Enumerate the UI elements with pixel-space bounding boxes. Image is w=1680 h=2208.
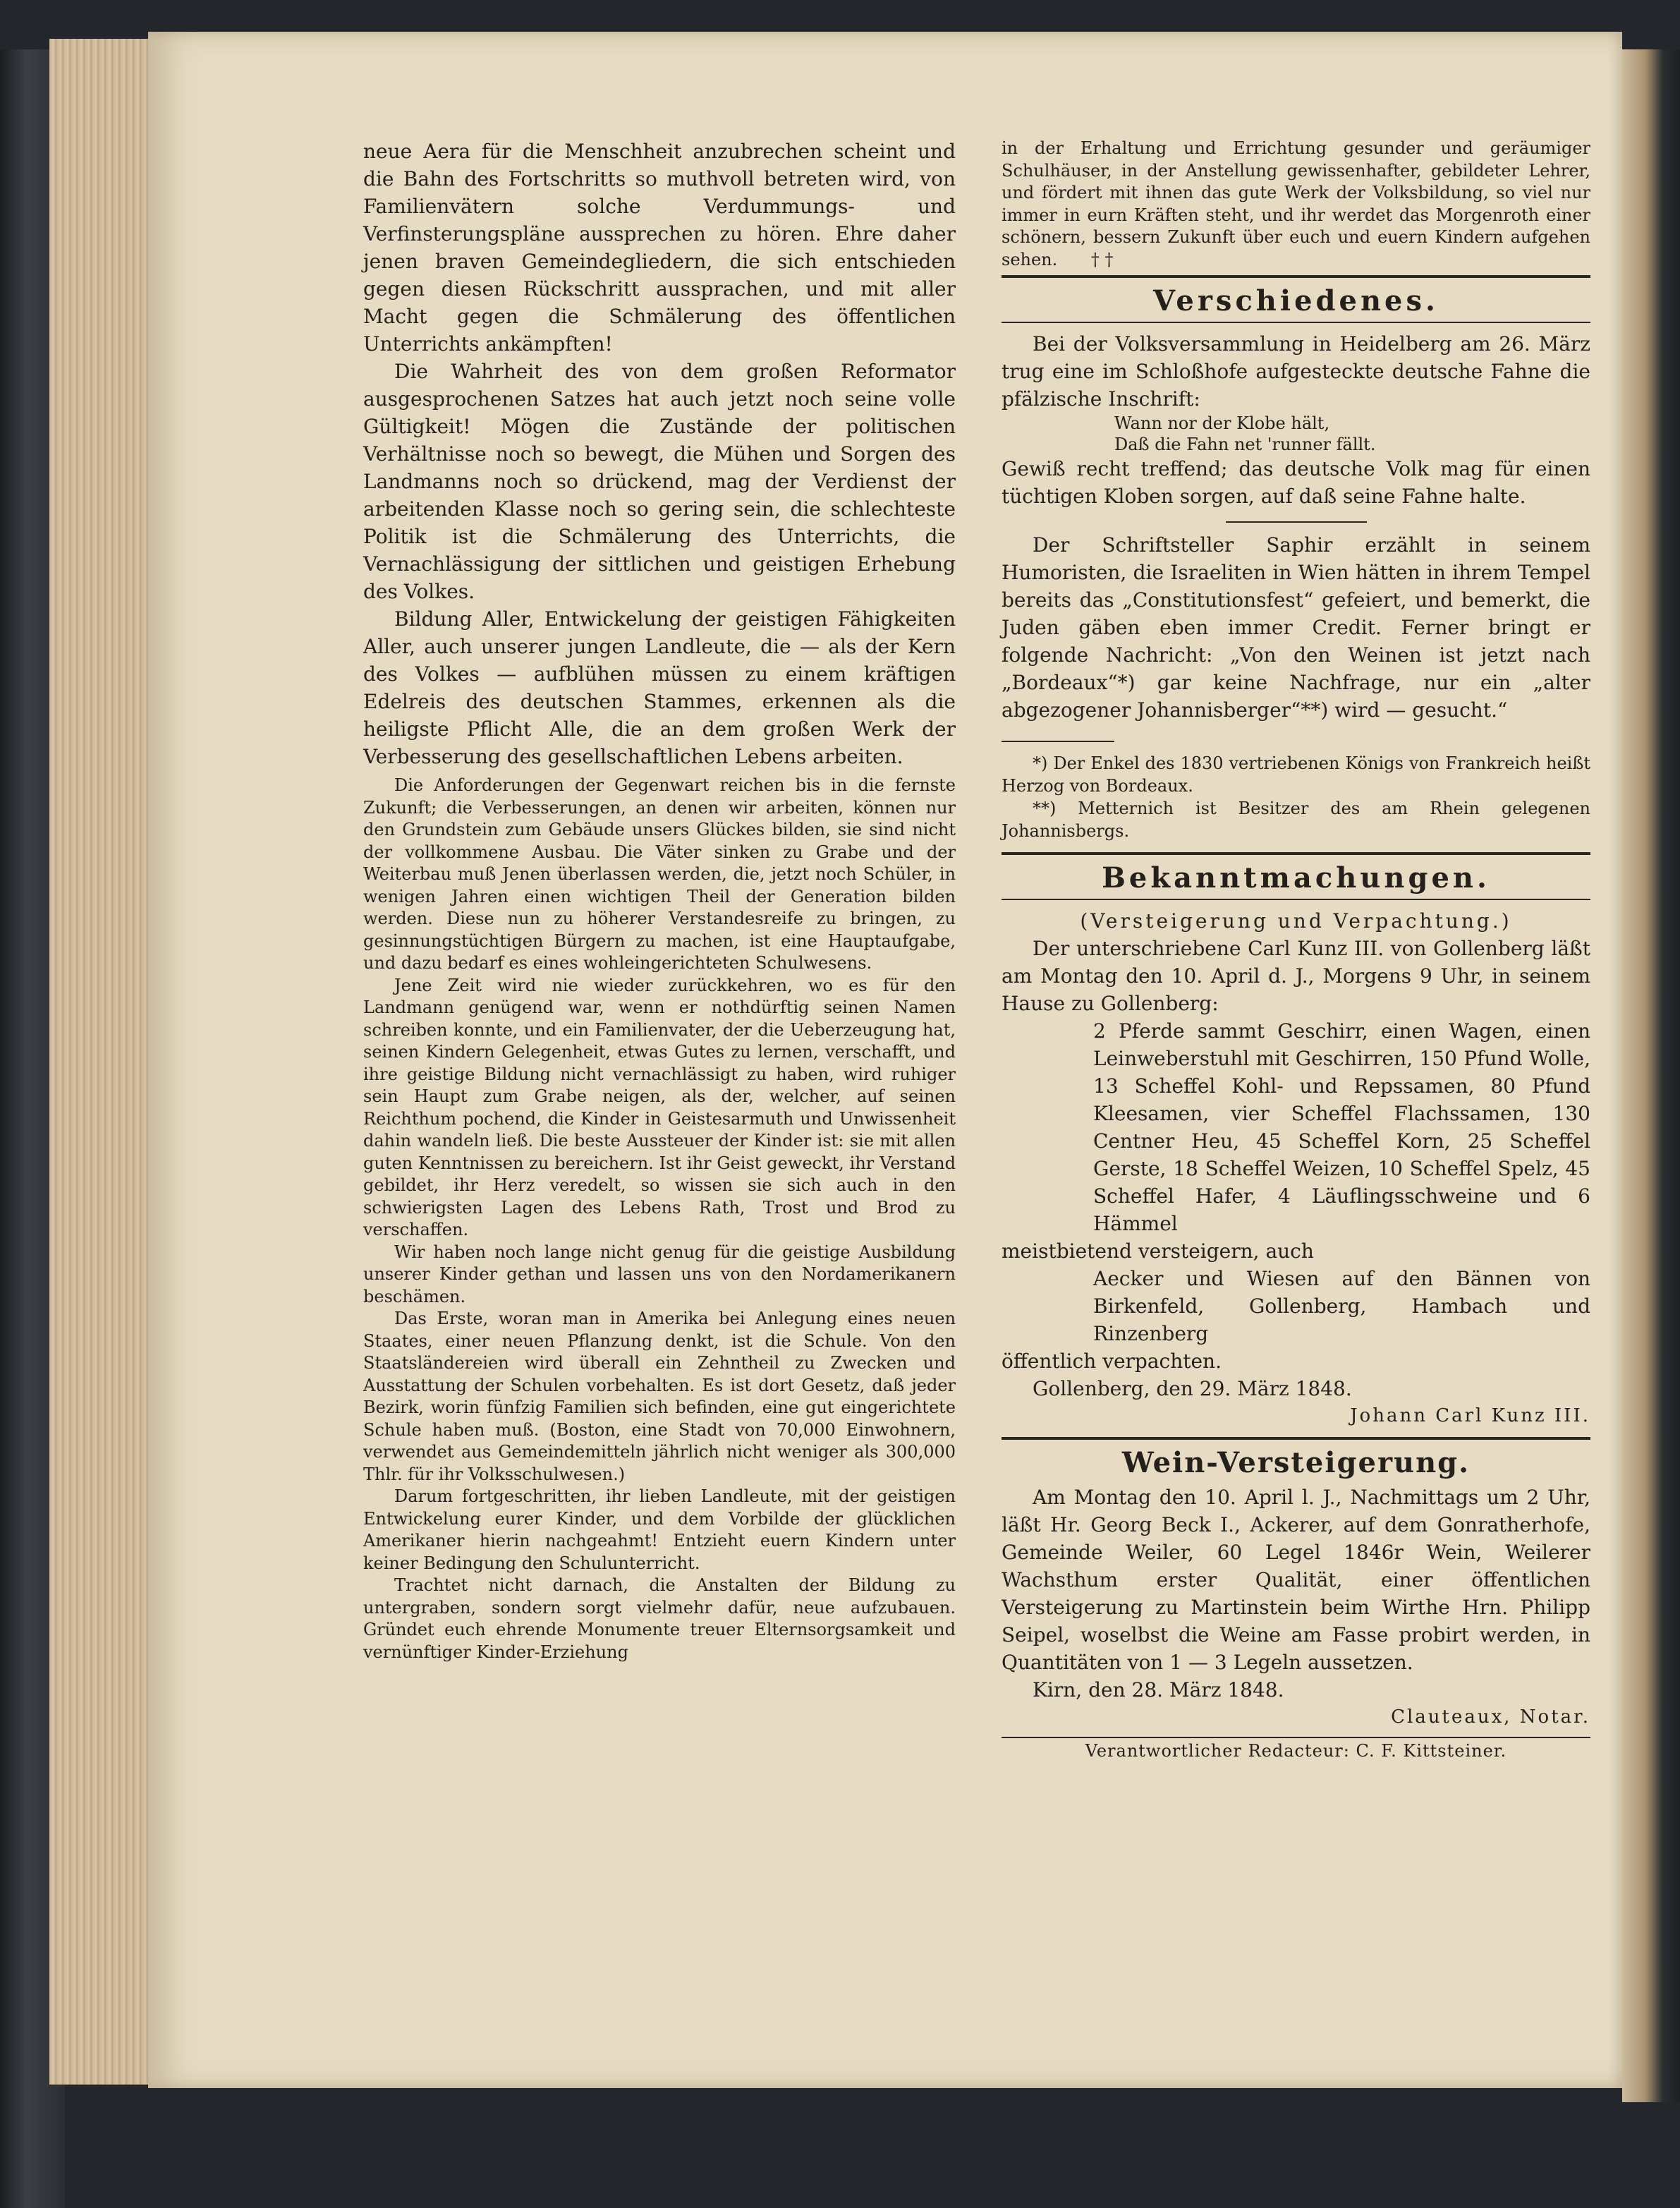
subheading: (Versteigerung und Verpachtung.) xyxy=(1080,909,1512,933)
paragraph: Darum fortgeschritten, ihr lieben Landleute, mit der geistigen Entwickelung eurer Kinder, und dem Vorbilde der glücklichen Amerikaner hierin nachgeahmt! Entzieht euern Kindern unter keiner Bedingung den Schulunterricht. xyxy=(363,1486,956,1573)
paragraph: neue Aera für die Menschheit anzubrechen scheint und die Bahn des Fortschritts so muthvoll betreten wird, von Familienvätern solche Verdummungs- und Verfinsterungspläne aussprechen zu hören. Ehre daher jenen braven Gemeindegliedern, die sich entschieden gegen diesen Rückschritt aussprachen, und mit aller Macht gegen die Schmälerung des öffentlichen Unterrichts ankämpften! xyxy=(363,140,956,356)
footnote: **) Metternich ist Besitzer des am Rhein gelegenen Johannisbergs. xyxy=(1002,799,1590,841)
heading-bekanntmachungen: Bekanntmachungen. xyxy=(1102,861,1490,894)
footnote-rule xyxy=(1002,741,1114,742)
paragraph: Gewiß recht treffend; das deutsche Volk mag für einen tüchtigen Kloben sorgen, auf daß seine Fahne halte. xyxy=(1002,457,1590,508)
paragraph: Der Schriftsteller Saphir erzählt in seinem Humoristen, die Israeliten in Wien hätten in ihrem Tempel bereits das „Constitutionsfest“ gefeiert, und bemerkt, die Juden gäben eben immer Credit. Ferner bringt er folgende Nachricht: „Von den Weinen ist jetzt nach „Bordeaux“*) gar keine Nachfrage, nur ein „alter abgezogener Johannisberger“**) wird — gesucht.“ xyxy=(1002,533,1590,722)
paragraph: Die Wahrheit des von dem großen Reformator ausgesprochenen Satzes hat auch jetzt noch seine volle Gültigkeit! Mögen die Zustände der politischen Verhältnisse noch so bewegt, die Mühen und Sorgen des Landmanns noch so drückend, mag der Verdienst der arbeitenden Klasse noch so gering sein, die schlechteste Politik ist die Schmälerung des Unterrichts, die Vernachlässigung der sittlichen und geistigen Erhebung des Volkes. xyxy=(363,360,956,603)
paragraph: öffentlich verpachten. xyxy=(1002,1349,1222,1373)
heading-verschiedenes: Verschiedenes. xyxy=(1153,284,1439,317)
paragraph: Trachtet nicht darnach, die Anstalten der Bildung zu untergraben, sondern sorgt vielmehr dafür, neue aufzubauen. Gründet euch ehrende Monumente treuer Elternsorgsamkeit und vernünftiger Kinder-Erziehung xyxy=(363,1575,956,1662)
right-column xyxy=(1002,138,1590,1761)
page-edges xyxy=(49,39,155,2085)
separator xyxy=(1226,521,1367,523)
paragraph: Bildung Aller, Entwickelung der geistigen Fähigkeiten Aller, auch unserer jungen Landleute, die — als der Kern des Volkes — aufblühen müssen zu einem kräftigen Edelreis des deutschen Stammes, erkennen als die heiligste Pflicht Alle, die an dem großen Werk der Verbesserung des gesellschaftlichen Lebens arbeiten. xyxy=(363,607,956,768)
footnote: *) Der Enkel des 1830 vertriebenen Königs von Frankreich heißt Herzog von Bordeaux. xyxy=(1002,753,1590,796)
verse-line: Daß die Fahn net 'runner fällt. xyxy=(1114,435,1376,454)
paragraph: Am Montag den 10. April l. J., Nachmittags um 2 Uhr, läßt Hr. Georg Beck I., Ackerer, auf dem Gonratherhofe, Gemeinde Weiler, 60 Legel 1846r Wein, Weilerer Wachsthum erster Qualität, einer öffentlichen Versteigerung zu Martinstein beim Wirthe Hrn. Philipp Seipel, woselbst die Weine am Fasse probirt werden, in Quantitäten von 1 — 3 Legeln aussetzen. xyxy=(1002,1486,1590,1674)
right-page-edge xyxy=(1622,49,1680,2102)
continuation-paragraph xyxy=(1002,138,1590,271)
section-rule xyxy=(1002,275,1590,278)
section-rule xyxy=(1002,852,1590,855)
paragraph: meistbietend versteigern, auch xyxy=(1002,1239,1314,1263)
lease-items: Aecker und Wiesen auf den Bännen von Birkenfeld, Gollenberg, Hambach und Rinzenberg xyxy=(1093,1267,1590,1345)
paragraph: Jene Zeit wird nie wieder zurückkehren, wo es für den Landmann genügend war, wenn er nothdürftig seinen Namen schreiben konnte, und ein Familienvater, der die Ueberzeugung hat, seinen Kindern Gelegenheit, etwas Gutes zu lernen, verschafft, und ihre geistige Bildung nicht vernachlässigt zu haben, wird ruhiger sein Haupt zum Grabe neigen, als der, welcher, auf seinen Reichthum pochend, die Kinder in Geistesarmuth und Unwissenheit dahin wandeln ließ. Die beste Aussteuer der Kinder ist: sie mit allen guten Kenntnissen zu bereichern. Ist ihr Geist geweckt, ihr Verstand gebildet, ihr Herz veredelt, so wissen sie sich auch in den schwierigsten Lagen des Lebens Rath, Trost und Brod zu verschaffen. xyxy=(363,975,956,1239)
editor-footer: Verantwortlicher Redacteur: C. F. Kittsteiner. xyxy=(1085,1741,1507,1761)
section-rule xyxy=(1002,899,1590,900)
left-column xyxy=(363,138,956,1663)
footer-rule xyxy=(1002,1737,1590,1738)
signature: Johann Carl Kunz III. xyxy=(1350,1405,1590,1426)
paragraph: Die Anforderungen der Gegenwart reichen bis in die fernste Zukunft; die Verbesserungen, an denen wir arbeiten, können nur den Grundstein zum Gebäude unsers Glückes bilden, sie sind nicht der vollkommene Ausbau. Die Väter sinken zu Grabe und der Weiterbau muß Jenen überlassen werden, die, jetzt noch Schüler, in wenigen Jahren einen wichtigen Theil der Generation bilden werden. Diese nun zu höherer Verstandesreife zu bringen, zu gesinnungstüchtigen Bürgern zu machen, ist eine Hauptaufgabe, und dazu bedarf es eines wohleingerichteten Schulwesens. xyxy=(363,775,956,973)
signature: Clauteaux, Notar. xyxy=(1391,1706,1590,1728)
paragraph: Bei der Volksversammlung in Heidelberg am 26. März trug eine im Schloßhofe aufgesteckte deutsche Fahne die pfälzische Inschrift: xyxy=(1002,332,1590,411)
paragraph: Der unterschriebene Carl Kunz III. von Gollenberg läßt am Montag den 10. April d. J., Morgens 9 Uhr, in seinem Hause zu Gollenberg: xyxy=(1002,937,1590,1015)
continuation-mark: † † xyxy=(1090,249,1114,269)
continuation-text: in der Erhaltung und Errichtung gesunder und geräumiger Schulhäuser, in der Anstellung gewissenhafter, gebildeter Lehrer, und fördert mit ihnen das gute Werk der Volksbildung, so viel nur immer in eurn Kräften steht, und ihr werdet das Morgenroth einer schönern, bessern Zukunft über euch und euern Kindern aufgehen sehen. xyxy=(1002,138,1590,269)
date-line: Gollenberg, den 29. März 1848. xyxy=(1033,1377,1352,1400)
section-rule xyxy=(1002,1437,1590,1440)
paragraph: Das Erste, woran man in Amerika bei Anlegung eines neuen Staates, einer neuen Pflanzung denkt, ist die Schule. Von den Staatsländereien wird überall ein Zehntheil zu Zwecken und Ausstattung der Schulen vorbehalten. Es ist dort Gesetz, daß jeder Bezirk, worin fünfzig Familien sich befinden, eine gut eingerichtete Schule haben muß. (Boston, eine Stadt von 70,000 Einwohnern, verwendet aus Gemeindemitteln jährlich nicht weniger als 300,000 Thlr. für ihr Volksschulwesen.) xyxy=(363,1309,956,1484)
date-line: Kirn, den 28. März 1848. xyxy=(1033,1678,1284,1702)
auction-items: 2 Pferde sammt Geschirr, einen Wagen, einen Leinweberstuhl mit Geschirren, 150 Pfund Wolle, 13 Scheffel Kohl- und Repssamen, 80 Pfund Kleesamen, vier Scheffel Flachssamen, 130 Centner Heu, 45 Scheffel Korn, 25 Scheffel Gerste, 18 Scheffel Weizen, 10 Scheffel Spelz, 45 Scheffel Hafer, 4 Läuflingsschweine und 6 Hämmel xyxy=(1093,1019,1590,1235)
section-rule xyxy=(1002,322,1590,323)
verse-line: Wann nor der Klobe hält, xyxy=(1114,413,1330,433)
heading-wein-versteigerung: Wein-Versteigerung. xyxy=(1121,1446,1471,1479)
paragraph: Wir haben noch lange nicht genug für die geistige Ausbildung unserer Kinder gethan und lassen uns von den Nordamerikanern beschämen. xyxy=(363,1242,956,1306)
